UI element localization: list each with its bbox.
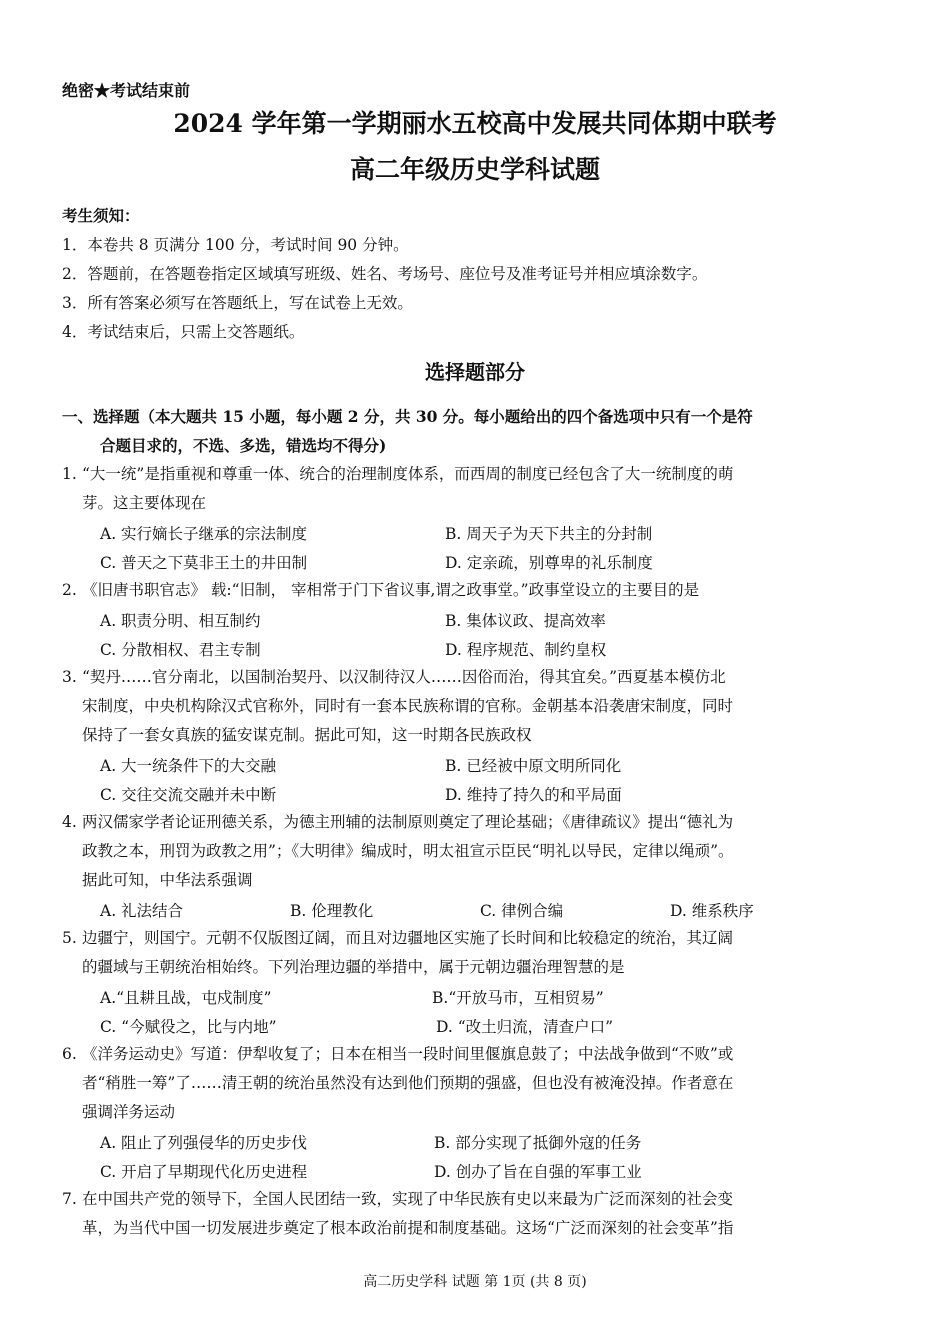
option-a: A. 礼法结合 — [100, 902, 184, 920]
question-2 — [62, 576, 892, 605]
option-d: D. 维系秩序 — [670, 902, 754, 920]
question-number: 6. — [62, 1045, 77, 1063]
option-a: A. 职责分明、相互制约 — [100, 612, 261, 630]
question-text: 两汉儒家学者论证刑德关系，为德主刑辅的法制原则奠定了理论基础；《唐律疏议》提出“德礼为 — [82, 813, 734, 831]
question-text: 据此可知，中华法系强调 — [82, 871, 253, 889]
option-d: D. 创办了旨在自强的军事工业 — [434, 1163, 642, 1181]
question-text: 在中国共产党的领导下，全国人民团结一致，实现了中华民族有史以来最为广泛而深刻的社会变 — [82, 1190, 734, 1208]
option-d: D. “改土归流，清查户口” — [436, 1018, 614, 1036]
option-a: A.“且耕且战，屯戍制度” — [100, 989, 272, 1007]
question-text: 《旧唐书职官志》 载:“旧制， 宰相常于门下省议事,谓之政事堂。”政事堂设立的主要目的是 — [82, 581, 700, 599]
option-d: D. 程序规范、制约皇权 — [445, 641, 607, 659]
question-text: 革，为当代中国一切发展进步奠定了根本政治前提和制度基础。这场“广泛而深刻的社会变革”指 — [82, 1219, 734, 1237]
question-number: 3. — [62, 668, 77, 686]
question-number: 7. — [62, 1190, 77, 1208]
part-instruction: 合题目求的，不选、多选，错选均不得分) — [100, 436, 387, 455]
option-b: B. 集体议政、提高效率 — [445, 612, 606, 630]
note-item: 2．答题前，在答题卷指定区域填写班级、姓名、考场号、座位号及准考证号并相应填涂数字。 — [62, 265, 708, 283]
secret-label: 绝密★考试结束前 — [62, 81, 191, 100]
option-c: C. 普天之下莫非王土的井田制 — [100, 554, 308, 572]
exam-subtitle: 高二年级历史学科试题 — [349, 155, 600, 184]
question-4 — [62, 808, 892, 895]
option-b: B. 部分实现了抵御外寇的任务 — [434, 1134, 642, 1152]
question-text: 边疆宁，则国宁。元朝不仅版图辽阔，而且对边疆地区实施了长时间和比较稳定的统治，其辽阔 — [82, 929, 734, 947]
option-c: C. 律例合编 — [480, 902, 564, 920]
question-text: 的疆域与王朝统治相始终。下列治理边疆的举措中，属于元朝边疆治理智慧的是 — [82, 958, 625, 976]
question-text: “契丹……官分南北，以国制治契丹、以汉制待汉人……因俗而治，得其宜矣。”西夏基本模仿北 — [82, 668, 726, 686]
notes-heading: 考生须知： — [62, 206, 140, 225]
option-b: B. 已经被中原文明所同化 — [445, 757, 622, 775]
option-a: A. 大一统条件下的大交融 — [100, 757, 277, 775]
question-7 — [62, 1185, 892, 1243]
question-text: 《洋务运动史》写道：伊犁收复了；日本在相当一段时间里偃旗息鼓了；中法战争做到“不败”或 — [82, 1045, 734, 1063]
note-item: 3．所有答案必须写在答题纸上，写在试卷上无效。 — [62, 294, 413, 312]
option-a: A. 阻止了列强侵华的历史步伐 — [100, 1134, 308, 1152]
question-number: 5. — [62, 929, 77, 947]
option-c: C. 交往交流交融并未中断 — [100, 786, 277, 804]
question-5 — [62, 924, 892, 982]
question-3 — [62, 663, 892, 750]
note-item: 1．本卷共 8 页满分 100 分，考试时间 90 分钟。 — [62, 236, 409, 254]
option-b: B. 伦理教化 — [290, 902, 374, 920]
question-text: 强调洋务运动 — [82, 1103, 176, 1121]
question-text: 芽。这主要体现在 — [82, 494, 207, 512]
part-instruction: 一、选择题（本大题共 15 小题，每小题 2 分，共 30 分。每小题给出的四个备选项中只有一个是符 — [62, 407, 753, 426]
question-number: 4. — [62, 813, 77, 831]
question-text: 宋制度，中央机构除汉式官称外，同时有一套本民族称谓的官称。金朝基本沿袭唐宋制度，同时 — [82, 697, 734, 715]
option-c: C. 分散相权、君主专制 — [100, 641, 261, 659]
option-a: A. 实行嫡长子继承的宗法制度 — [100, 525, 308, 543]
question-text: 政教之本，刑罚为政教之用”；《大明律》编成时，明太祖宣示臣民“明礼以导民，定律以绳顽”。 — [82, 842, 734, 860]
question-text: “大一统”是指重视和尊重一体、统合的治理制度体系，而西周的制度已经包含了大一统制度的萌 — [82, 465, 734, 483]
exam-title: 2024 学年第一学期丽水五校高中发展共同体期中联考 — [173, 109, 777, 138]
question-6 — [62, 1040, 892, 1127]
option-d: D. 维持了持久的和平局面 — [445, 786, 622, 804]
question-number: 1. — [62, 465, 77, 483]
option-d: D. 定亲疏，别尊卑的礼乐制度 — [445, 554, 653, 572]
option-c: C. “今赋役之，比与内地” — [100, 1018, 277, 1036]
option-c: C. 开启了早期现代化历史进程 — [100, 1163, 308, 1181]
question-text: 者“稍胜一筹”了……清王朝的统治虽然没有达到他们预期的强盛，但也没有被淹没掉。作者意在 — [82, 1074, 734, 1092]
section-title: 选择题部分 — [425, 360, 525, 384]
option-b: B. 周天子为天下共主的分封制 — [445, 525, 653, 543]
question-1 — [62, 460, 892, 518]
note-item: 4．考试结束后，只需上交答题纸。 — [62, 323, 305, 341]
question-text: 保持了一套女真族的猛安谋克制。据此可知，这一时期各民族政权 — [82, 726, 532, 744]
option-b: B.“开放马市，互相贸易” — [432, 989, 604, 1007]
question-number: 2. — [62, 581, 77, 599]
page-footer: 高二历史学科 试题 第 1页 (共 8 页) — [363, 1274, 587, 1290]
